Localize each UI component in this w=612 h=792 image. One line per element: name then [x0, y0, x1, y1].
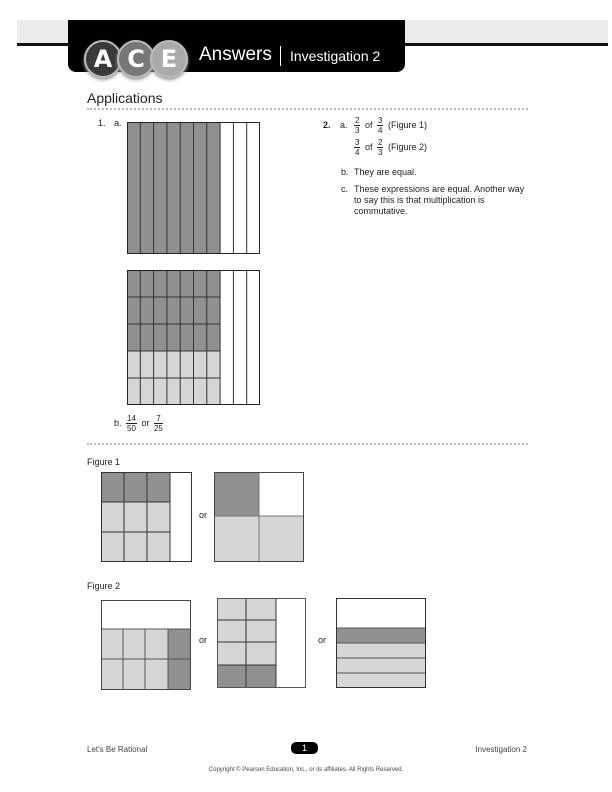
of-text: of — [364, 141, 373, 152]
or-text: or — [141, 417, 150, 428]
q1a-strip-model — [127, 122, 261, 255]
figure1-model-a — [101, 472, 193, 563]
figure1-label: Figure 1 — [87, 457, 121, 467]
fraction — [377, 138, 383, 157]
denominator: 4 — [378, 126, 383, 135]
page-subtitle: Investigation 2 — [290, 48, 381, 64]
denominator: 3 — [355, 126, 360, 135]
q1a-area-model — [127, 270, 261, 406]
q2a-line2 — [352, 138, 427, 157]
footer-investigation: Investigation 2 — [475, 745, 527, 754]
numerator: 3 — [355, 138, 360, 147]
q2c-label: c. — [341, 184, 349, 194]
copyright: Copyright © Pearson Education, Inc., or its affiliates. All Rights Reserved. — [208, 767, 404, 773]
logo-circle-e: E — [150, 40, 188, 78]
q1-number: 1. — [98, 118, 106, 128]
page-title: Answers — [199, 44, 272, 65]
figure-reference: (Figure 2) — [387, 141, 427, 152]
numerator: 2 — [378, 138, 383, 147]
page-number: 1 — [291, 742, 318, 754]
figure1-model-b — [214, 472, 305, 563]
figure2-model-b — [217, 598, 307, 689]
logo-circle-c: C — [117, 40, 155, 78]
figure2-model-a — [101, 600, 192, 691]
q1a-label: a. — [114, 118, 122, 128]
fraction — [354, 116, 360, 135]
denominator: 4 — [355, 148, 360, 157]
figure-reference: (Figure 1) — [387, 119, 427, 130]
numerator: 7 — [154, 414, 163, 424]
or-text: or — [318, 635, 327, 645]
title-separator — [280, 46, 281, 66]
numerator: 2 — [355, 116, 360, 125]
fraction — [126, 414, 137, 433]
q2a-label: a. — [340, 120, 348, 130]
figure2-label: Figure 2 — [87, 581, 121, 591]
q2b-text: They are equal. — [354, 167, 417, 177]
figure2-model-c — [336, 598, 427, 689]
denominator: 50 — [127, 424, 136, 433]
section-divider — [87, 108, 528, 110]
denominator: 3 — [378, 148, 383, 157]
q2a-line1 — [352, 116, 427, 135]
q1b-label: b. — [114, 417, 122, 428]
fraction — [377, 116, 383, 135]
section-heading: Applications — [87, 90, 163, 106]
q1b-answer — [114, 414, 165, 433]
q2c-text: These expressions are equal. Another way to say this is that multiplication is commutative. — [354, 184, 525, 216]
logo-circle-a: A — [84, 40, 122, 78]
fraction — [154, 414, 163, 433]
q2-number: 2. — [323, 120, 331, 130]
of-text: of — [364, 119, 373, 130]
denominator: 25 — [153, 424, 163, 433]
footer-book-title: Let's Be Rational — [87, 745, 148, 754]
figures-divider — [87, 443, 528, 445]
or-text: or — [199, 635, 208, 645]
numerator: 3 — [378, 116, 383, 125]
fraction — [354, 138, 360, 157]
numerator: 14 — [127, 414, 136, 423]
q2b-label: b. — [341, 167, 349, 177]
or-text: or — [199, 510, 208, 520]
